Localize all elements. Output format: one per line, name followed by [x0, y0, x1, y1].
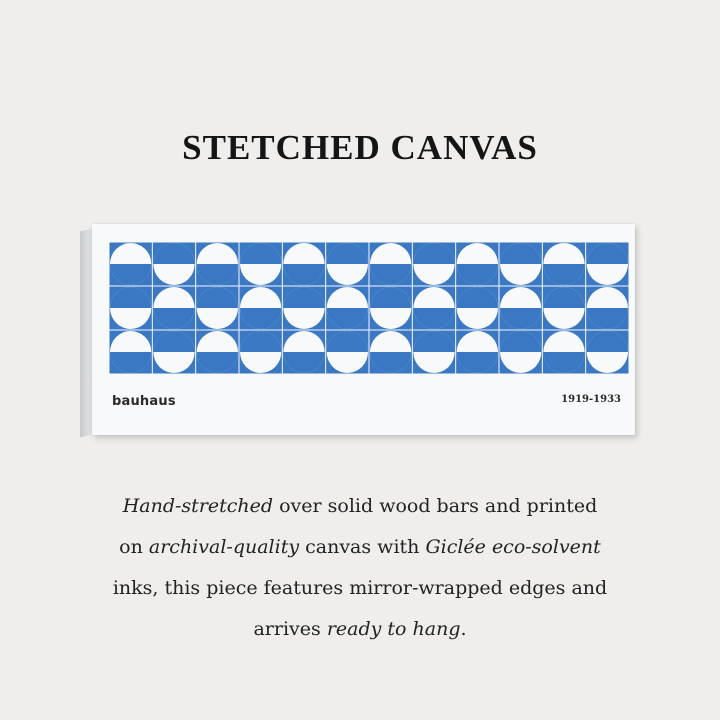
pattern-tile: [153, 287, 195, 330]
pattern-tile: [543, 331, 585, 374]
description-emphasis: ready to hang: [326, 618, 461, 640]
canvas-front: [92, 224, 635, 435]
pattern-tile: [240, 287, 282, 330]
pattern-tile: [283, 243, 325, 286]
pattern-tile: [326, 243, 368, 286]
description-text: on: [119, 536, 149, 558]
pattern-tile: [586, 287, 628, 330]
pattern-tile: [543, 243, 585, 286]
pattern-tile: [370, 331, 412, 374]
product-description: [40, 486, 680, 650]
description-text: .: [460, 618, 467, 640]
description-line: [40, 609, 680, 650]
pattern-tile: [283, 331, 325, 374]
description-emphasis: Hand-stretched: [122, 495, 274, 517]
years-label: 1919-1933: [561, 394, 621, 405]
pattern-tile: [456, 331, 498, 374]
pattern-tile: [196, 331, 238, 374]
pattern-tile: [500, 287, 542, 330]
pattern-tile: [413, 331, 455, 374]
pattern-tile: [456, 243, 498, 286]
pattern-tile: [456, 287, 498, 330]
pattern-tile: [543, 287, 585, 330]
description-line: [40, 568, 680, 609]
brand-label: bauhaus: [112, 394, 176, 409]
pattern-tile: [326, 287, 368, 330]
pattern-tile: [413, 287, 455, 330]
pattern-tile: [370, 287, 412, 330]
pattern-tile: [110, 287, 152, 330]
description-text: over solid wood bars and printed: [273, 495, 598, 517]
pattern-tile: [240, 243, 282, 286]
description-line: [40, 527, 680, 568]
pattern-tile: [586, 331, 628, 374]
pattern-tile: [110, 243, 152, 286]
pattern-tile: [153, 331, 195, 374]
pattern-tile: [413, 243, 455, 286]
pattern-tile: [153, 243, 195, 286]
bauhaus-pattern: [109, 242, 629, 374]
description-line: [40, 486, 680, 527]
pattern-tile: [326, 331, 368, 374]
description-text: arrives: [253, 618, 327, 640]
description-text: canvas with: [299, 536, 426, 558]
description-emphasis: Giclée eco-solvent: [425, 536, 601, 558]
canvas-product-image: [80, 224, 634, 439]
pattern-tile: [586, 243, 628, 286]
pattern-tile: [196, 243, 238, 286]
pattern-tile: [110, 331, 152, 374]
description-emphasis: archival-quality: [148, 536, 300, 558]
pattern-tile: [500, 331, 542, 374]
description-text: inks, this piece features mirror-wrapped edges and: [112, 577, 608, 599]
pattern-tile: [240, 331, 282, 374]
pattern-tile: [283, 287, 325, 330]
page-heading: STETCHED CANVAS: [182, 128, 538, 167]
pattern-tile: [500, 243, 542, 286]
pattern-tile: [196, 287, 238, 330]
pattern-tile: [370, 243, 412, 286]
